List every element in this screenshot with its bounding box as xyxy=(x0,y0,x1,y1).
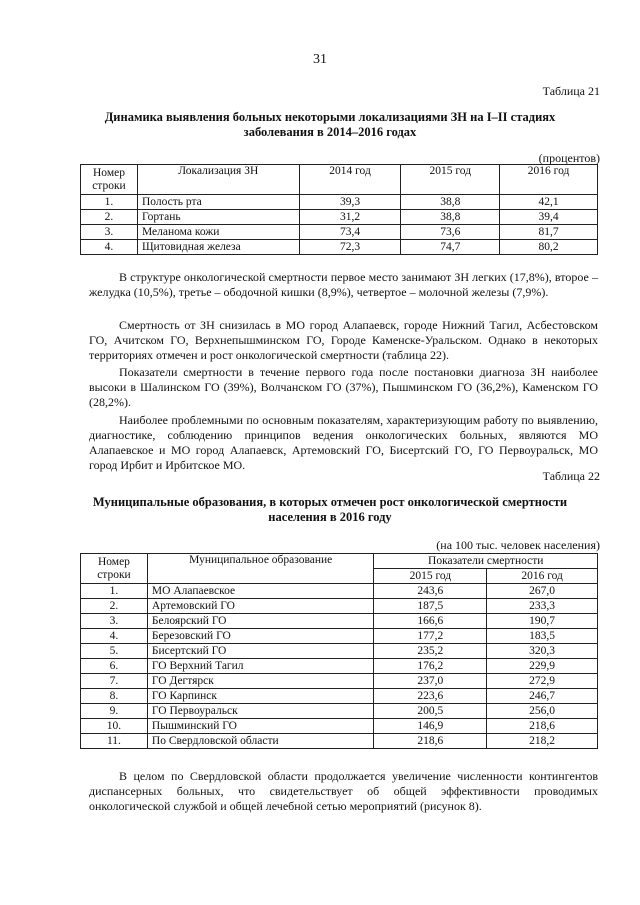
value-2015-cell: 38,8 xyxy=(401,195,500,210)
table-21-unit: (процентов) xyxy=(538,151,600,165)
table-row xyxy=(81,674,598,689)
table-22-header-indicators: Показатели смертности xyxy=(374,554,598,569)
table-22-title-line-1: Муниципальные образования, в которых отмечен рост онкологической смертности xyxy=(92,495,568,509)
row-number-cell: 7. xyxy=(81,674,148,689)
value-2015-cell: 176,2 xyxy=(374,659,487,674)
value-2015-cell: 243,6 xyxy=(374,584,487,599)
table-22-title-line-2: населения в 2016 году xyxy=(268,510,392,524)
row-number-cell: 9. xyxy=(81,704,148,719)
municipality-cell: ГО Первоуральск xyxy=(147,704,374,719)
table-21 xyxy=(80,164,598,255)
row-number-cell: 2. xyxy=(81,210,138,225)
table-22-unit: (на 100 тыс. человек населения) xyxy=(436,538,600,552)
table-21-title xyxy=(70,110,590,140)
table-row xyxy=(81,644,598,659)
municipality-cell: Березовский ГО xyxy=(147,629,374,644)
municipality-cell: МО Алапаевское xyxy=(147,584,374,599)
value-2016-cell: 42,1 xyxy=(500,195,598,210)
municipality-cell: ГО Верхний Тагил xyxy=(147,659,374,674)
value-2014-cell: 72,3 xyxy=(299,240,401,255)
localization-cell: Щитовидная железа xyxy=(137,240,299,255)
value-2016-cell: 39,4 xyxy=(500,210,598,225)
table-22-header-row xyxy=(81,554,598,569)
table-row xyxy=(81,689,598,704)
value-2016-cell: 272,9 xyxy=(487,674,598,689)
value-2014-cell: 73,4 xyxy=(299,225,401,240)
value-2016-cell: 256,0 xyxy=(487,704,598,719)
value-2015-cell: 223,6 xyxy=(374,689,487,704)
municipality-cell: ГО Карпинск xyxy=(147,689,374,704)
value-2016-cell: 218,6 xyxy=(487,719,598,734)
table-row xyxy=(81,225,598,240)
row-number-cell: 8. xyxy=(81,689,148,704)
value-2015-cell: 237,0 xyxy=(374,674,487,689)
table-row xyxy=(81,629,598,644)
table-row xyxy=(81,659,598,674)
table-22-title xyxy=(70,495,590,525)
table-row xyxy=(81,240,598,255)
table-22-header-2016: 2016 год xyxy=(487,569,598,584)
row-number-cell: 6. xyxy=(81,659,148,674)
value-2016-cell: 233,3 xyxy=(487,599,598,614)
value-2015-cell: 218,6 xyxy=(374,734,487,749)
header-number-line-2: строки xyxy=(92,179,126,192)
value-2015-cell: 146,9 xyxy=(374,719,487,734)
value-2015-cell: 235,2 xyxy=(374,644,487,659)
localization-cell: Полость рта xyxy=(137,195,299,210)
row-number-cell: 11. xyxy=(81,734,148,749)
header-number-line-1: Номер xyxy=(92,166,125,179)
table-row xyxy=(81,719,598,734)
value-2015-cell: 187,5 xyxy=(374,599,487,614)
value-2015-cell: 74,7 xyxy=(401,240,500,255)
value-2016-cell: 229,9 xyxy=(487,659,598,674)
row-number-cell: 4. xyxy=(81,240,138,255)
paragraph-problem-territories: Наиболее проблемными по основным показателям, характеризующим работу по выявлению, диагностике, соблюдению принципов ведения онкологических больных, являются МО Алапаевское и МО город Алапаевск, Артемовский ГО, Бисертский ГО, ГО Первоуральск, МО город Ирбит и Ирбитское МО. xyxy=(89,413,598,472)
municipality-cell: По Свердловской области xyxy=(147,734,374,749)
value-2016-cell: 267,0 xyxy=(487,584,598,599)
table-22-header-row-number xyxy=(81,554,148,584)
page-number: 31 xyxy=(313,52,327,67)
value-2015-cell: 166,6 xyxy=(374,614,487,629)
paragraph-cancer-mortality-structure: В структуре онкологической смертности первое место занимают ЗН легких (17,8%), второе – желудка (10,5%), третье – ободочной кишки (8,9%), четвертое – молочной железы (7,9%). xyxy=(89,270,598,299)
table-row xyxy=(81,599,598,614)
table-21-header-2015: 2015 год xyxy=(401,165,500,195)
row-number-cell: 2. xyxy=(81,599,148,614)
row-number-cell: 5. xyxy=(81,644,148,659)
table-21-header-2014: 2014 год xyxy=(299,165,401,195)
table-21-header-localization: Локализация ЗН xyxy=(137,165,299,195)
table-row xyxy=(81,195,598,210)
table-row xyxy=(81,210,598,225)
value-2015-cell: 73,6 xyxy=(401,225,500,240)
table-22-label: Таблица 22 xyxy=(542,469,600,483)
value-2016-cell: 81,7 xyxy=(500,225,598,240)
table-22-header-municipality: Муниципальное образование xyxy=(147,554,374,584)
table-21-title-line-2: заболевания в 2014–2016 годах xyxy=(243,125,417,139)
value-2016-cell: 190,7 xyxy=(487,614,598,629)
municipality-cell: Пышминский ГО xyxy=(147,719,374,734)
table-row xyxy=(81,704,598,719)
row-number-cell: 1. xyxy=(81,584,148,599)
table-21-header-2016: 2016 год xyxy=(500,165,598,195)
value-2014-cell: 31,2 xyxy=(299,210,401,225)
paragraph-conclusion: В целом по Свердловской области продолжается увеличение численности контингентов диспансерных больных, что свидетельствует об общей эффективности проводимых онкологической службой и общей лечебной сетью мероприятий (рисунок 8). xyxy=(89,769,598,813)
table-22 xyxy=(80,553,598,749)
value-2016-cell: 80,2 xyxy=(500,240,598,255)
value-2016-cell: 218,2 xyxy=(487,734,598,749)
table-21-header-row xyxy=(81,165,598,195)
value-2015-cell: 200,5 xyxy=(374,704,487,719)
table-21-label: Таблица 21 xyxy=(542,84,600,98)
municipality-cell: Артемовский ГО xyxy=(147,599,374,614)
municipality-cell: Бисертский ГО xyxy=(147,644,374,659)
table-21-header-row-number xyxy=(81,165,138,195)
value-2015-cell: 38,8 xyxy=(401,210,500,225)
table-row xyxy=(81,614,598,629)
table-row xyxy=(81,584,598,599)
municipality-cell: Белоярский ГО xyxy=(147,614,374,629)
table-row xyxy=(81,734,598,749)
value-2016-cell: 183,5 xyxy=(487,629,598,644)
table-22-header-2015: 2015 год xyxy=(374,569,487,584)
table-21-title-line-1: Динамика выявления больных некоторыми локализациями ЗН на I–II стадиях xyxy=(104,110,556,124)
row-number-cell: 3. xyxy=(81,614,148,629)
localization-cell: Меланома кожи xyxy=(137,225,299,240)
header-number-line-1: Номер xyxy=(97,555,130,568)
localization-cell: Гортань xyxy=(137,210,299,225)
municipality-cell: ГО Дегтярск xyxy=(147,674,374,689)
paragraph-mortality-decrease: Смертность от ЗН снизилась в МО город Алапаевск, городе Нижний Тагил, Асбестовском ГО, Ачитском ГО, Верхнепышминском ГО, Городе Каменске-Уральском. Однако в некоторых территориях отмечен и рост онкологической смертности (таблица 22). xyxy=(89,318,598,362)
value-2014-cell: 39,3 xyxy=(299,195,401,210)
value-2015-cell: 177,2 xyxy=(374,629,487,644)
row-number-cell: 4. xyxy=(81,629,148,644)
value-2016-cell: 246,7 xyxy=(487,689,598,704)
row-number-cell: 3. xyxy=(81,225,138,240)
row-number-cell: 1. xyxy=(81,195,138,210)
value-2016-cell: 320,3 xyxy=(487,644,598,659)
paragraph-first-year-mortality: Показатели смертности в течение первого года после постановки диагноза ЗН наиболее высоки в Шалинском ГО (39%), Волчанском ГО (37%), Пышминском ГО (36,2%), Каменском ГО (28,2%). xyxy=(89,365,598,409)
header-number-line-2: строки xyxy=(97,568,131,581)
row-number-cell: 10. xyxy=(81,719,148,734)
